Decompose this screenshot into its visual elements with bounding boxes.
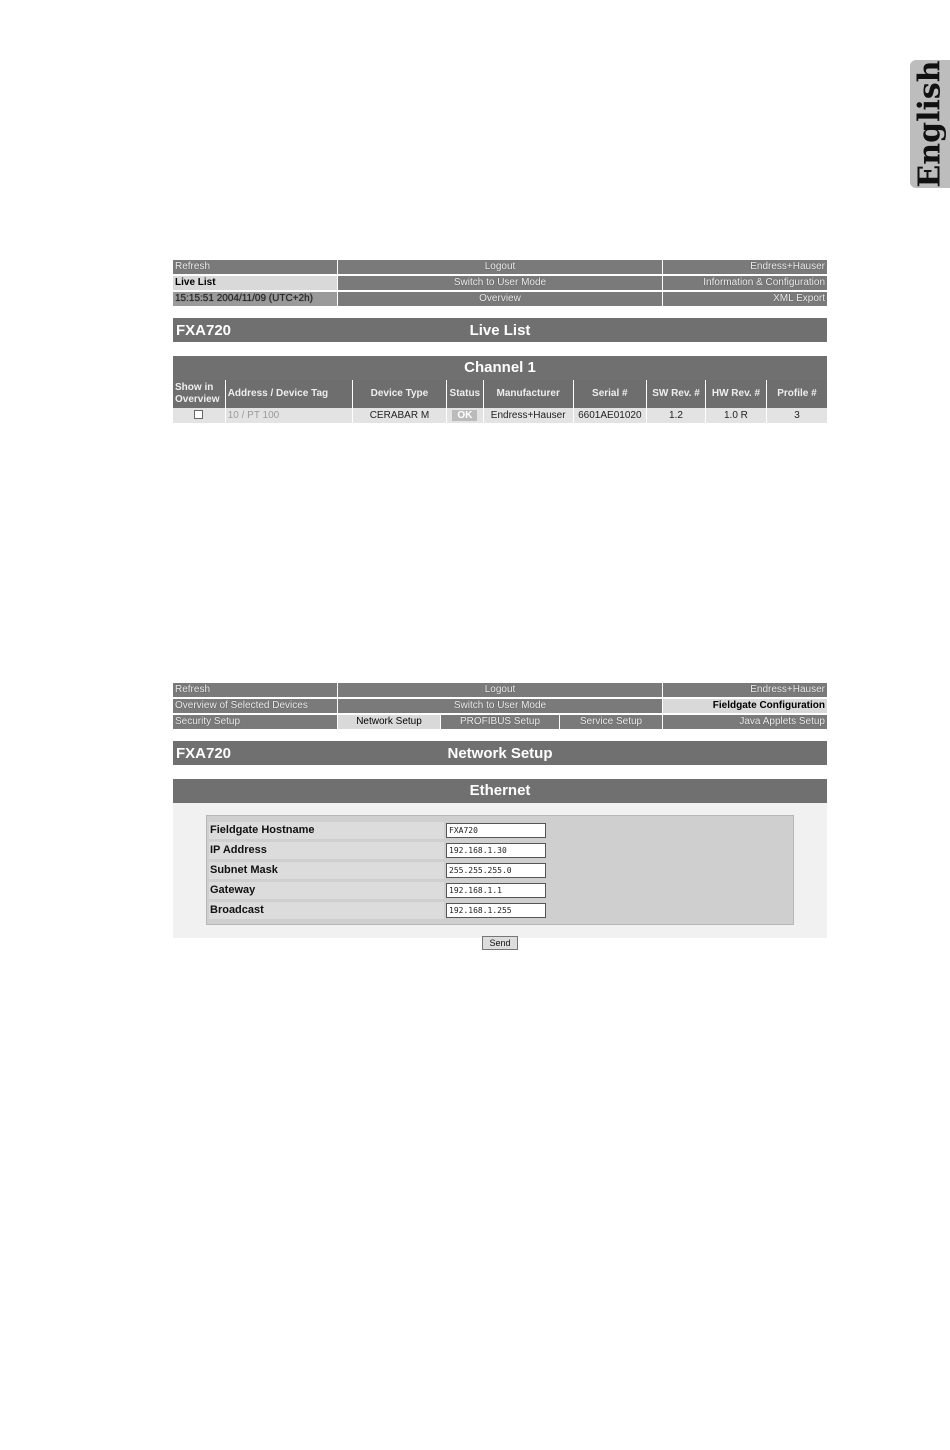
page-title: Live List bbox=[469, 322, 531, 339]
hostname-label: Fieldgate Hostname bbox=[209, 822, 444, 839]
page-title-bar bbox=[173, 318, 827, 342]
col-show-in-overview: Show in Overview bbox=[173, 380, 225, 408]
col-hw-rev: HW Rev. # bbox=[706, 380, 766, 408]
channel-header: Channel 1 bbox=[173, 356, 827, 380]
refresh-link[interactable]: Refresh bbox=[173, 260, 337, 274]
address-tag-cell[interactable]: 10 / PT 100 bbox=[226, 408, 352, 423]
subnet-mask-row bbox=[209, 860, 791, 880]
col-device-type: Device Type bbox=[353, 380, 446, 408]
col-sw-rev: SW Rev. # bbox=[647, 380, 705, 408]
profile-cell: 3 bbox=[767, 408, 827, 423]
sw-rev-cell: 1.2 bbox=[647, 408, 705, 423]
live-list-screenshot bbox=[173, 260, 827, 423]
brand-link[interactable]: Endress+Hauser bbox=[663, 683, 827, 697]
col-address-tag: Address / Device Tag bbox=[226, 380, 352, 408]
overview-selected-devices-link[interactable]: Overview of Selected Devices bbox=[173, 699, 337, 713]
tab-network-setup[interactable]: Network Setup bbox=[338, 715, 440, 729]
gateway-input[interactable]: 192.168.1.1 bbox=[446, 883, 546, 898]
gateway-row bbox=[209, 880, 791, 900]
refresh-link[interactable]: Refresh bbox=[173, 683, 337, 697]
serial-cell: 6601AE01020 bbox=[574, 408, 646, 423]
show-in-overview-checkbox[interactable] bbox=[194, 410, 203, 419]
gateway-label: Gateway bbox=[209, 882, 444, 899]
switch-user-mode-link[interactable]: Switch to User Mode bbox=[338, 276, 662, 290]
status-cell bbox=[447, 408, 483, 423]
fieldgate-configuration-link[interactable]: Fieldgate Configuration bbox=[663, 699, 827, 713]
live-list-table bbox=[172, 380, 828, 423]
page-title-bar bbox=[173, 741, 827, 765]
status-badge: OK bbox=[452, 410, 477, 421]
tab-profibus-setup[interactable]: PROFIBUS Setup bbox=[441, 715, 559, 729]
page-title: Network Setup bbox=[447, 745, 553, 762]
datetime-label: 15:15:51 2004/11/09 (UTC+2h) bbox=[173, 292, 337, 306]
info-config-link[interactable]: Information & Configuration bbox=[663, 276, 827, 290]
table-row bbox=[173, 408, 827, 423]
network-setup-screenshot bbox=[173, 683, 827, 948]
table-header-row bbox=[173, 380, 827, 408]
broadcast-label: Broadcast bbox=[209, 902, 444, 919]
ip-address-row bbox=[209, 840, 791, 860]
language-tab bbox=[910, 60, 950, 188]
logout-link[interactable]: Logout bbox=[338, 683, 662, 697]
subnet-mask-label: Subnet Mask bbox=[209, 862, 444, 879]
ethernet-header: Ethernet bbox=[173, 779, 827, 803]
tab-service-setup[interactable]: Service Setup bbox=[560, 715, 662, 729]
hostname-input[interactable]: FXA720 bbox=[446, 823, 546, 838]
send-button[interactable]: Send bbox=[482, 936, 517, 950]
subnet-mask-input[interactable]: 255.255.255.0 bbox=[446, 863, 546, 878]
ip-address-input[interactable]: 192.168.1.30 bbox=[446, 843, 546, 858]
manufacturer-cell: Endress+Hauser bbox=[484, 408, 573, 423]
col-status: Status bbox=[447, 380, 483, 408]
switch-user-mode-link[interactable]: Switch to User Mode bbox=[338, 699, 662, 713]
xml-export-link[interactable]: XML Export bbox=[663, 292, 827, 306]
logout-link[interactable]: Logout bbox=[338, 260, 662, 274]
live-list-link[interactable]: Live List bbox=[173, 276, 337, 290]
device-name: FXA720 bbox=[176, 322, 232, 339]
overview-link[interactable]: Overview bbox=[338, 292, 662, 306]
hw-rev-cell: 1.0 R bbox=[706, 408, 766, 423]
network-form bbox=[206, 815, 794, 925]
hostname-row bbox=[209, 820, 791, 840]
tab-java-applets-setup[interactable]: Java Applets Setup bbox=[663, 715, 827, 729]
brand-link[interactable]: Endress+Hauser bbox=[663, 260, 827, 274]
ip-address-label: IP Address bbox=[209, 842, 444, 859]
broadcast-row bbox=[209, 900, 791, 920]
language-label: English bbox=[912, 60, 948, 188]
broadcast-input[interactable]: 192.168.1.255 bbox=[446, 903, 546, 918]
show-in-overview-checkbox-cell[interactable] bbox=[173, 408, 225, 423]
device-type-cell: CERABAR M bbox=[353, 408, 446, 423]
col-serial: Serial # bbox=[574, 380, 646, 408]
col-manufacturer: Manufacturer bbox=[484, 380, 573, 408]
send-wrap bbox=[206, 933, 794, 951]
live-list-nav bbox=[173, 260, 827, 306]
setup-tabs bbox=[173, 715, 827, 729]
col-profile: Profile # bbox=[767, 380, 827, 408]
network-setup-nav bbox=[173, 683, 827, 713]
network-form-area bbox=[173, 803, 827, 948]
device-name: FXA720 bbox=[176, 745, 232, 762]
tab-security-setup[interactable]: Security Setup bbox=[173, 715, 337, 729]
